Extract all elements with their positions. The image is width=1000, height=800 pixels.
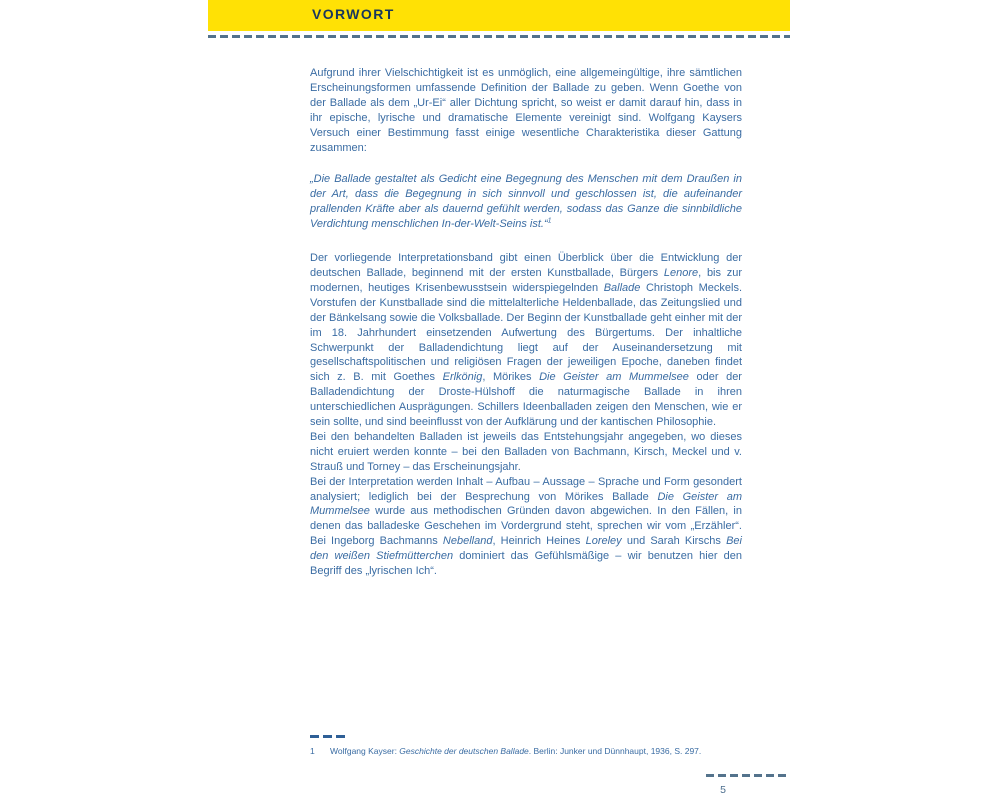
page-title: VORWORT (312, 6, 395, 22)
footer-dashed-rule (706, 774, 788, 777)
header-band (208, 0, 790, 31)
footnote-separator (310, 735, 345, 738)
page-number: 5 (720, 784, 726, 796)
footnote (310, 746, 750, 757)
paragraph: Aufgrund ihrer Vielschichtigkeit ist es unmöglich, eine allgemeingültige, ihre sämtlichen Erscheinungsformen umfassende Definition der Ballade zu geben. Wenn Goethe von der Ballade als dem „Ur-Ei“ aller Dichtung spricht, so weist er damit darauf hin, dass in ihr epische, lyrische und dramatische Elemente vereinigt sind. Wolfgang Kaysers Versuch einer Bestimmung fasst einige wesentliche Charakteristika dieser Gattung zusammen: (310, 67, 742, 154)
paragraph: Bei der Interpretation werden Inhalt – Aufbau – Aussage – Sprache und Form gesondert analysiert; lediglich bei der Besprechung von Mörikes Ballade Die Geister am Mummelsee wurde aus methodischen Gründen davon abgewichen. In den Fällen, in denen das balladeske Geschehen im Vordergrund steht, sprechen wir vom „Erzähler“. Bei Ingeborg Bachmanns Nebelland, Heinrich Heines Loreley und Sarah Kirschs Bei den weißen Stiefmütterchen dominiert das Gefühlsmäßige – wir benutzen hier den Begriff des „lyrischen Ich“. (310, 475, 743, 578)
paragraph: Bei den behandelten Balladen ist jeweils das Entstehungsjahr angegeben, wo dieses nicht eruiert werden konnte – bei den Balladen von Bachmann, Kirsch, Meckel und v. Strauß und Torney – das Erscheinungsjahr. (310, 430, 742, 473)
paragraph: Der vorliegende Interpretationsband gibt einen Überblick über die Entwicklung der deutschen Ballade, beginnend mit der ersten Kunstballade, Bürgers Lenore, bis zur modernen, heutiges Krisenbewusstsein widerspiegelnden Ballade Christoph Meckels. Vorstufen der Kunstballade sind die mittelalterliche Heldenballade, das Zeitungslied und der Bänkelsang sowie die Volksballade. Der Beginn der Kunstballade geht einher mit der im 18. Jahrhundert einsetzenden Aufwertung des Bürgertums. Der inhaltliche Schwerpunkt der Balladendichtung liegt auf der Auseinandersetzung mit gesellschaftspolitischen und religiösen Fragen der jeweiligen Epoche, daneben findet sich z. B. mit Goethes Erlkönig, Mörikes Die Geister am Mummelsee oder der Balladendichtung der Droste-Hülshoff die naturmagische Ballade in ihren unterschiedlichen Ausprägungen. Schillers Ideenballaden zeigen den Menschen, wie er sein sollte, und sind beeinflusst von der Aufklärung und der kantischen Philosophie. (310, 252, 742, 429)
content (310, 66, 742, 579)
footnote-text: Wolfgang Kayser: Geschichte der deutschen Ballade. Berlin: Junker und Dünnhaupt, 1936, S. 297. (330, 746, 702, 756)
quote-paragraph: „Die Ballade gestaltet als Gedicht eine Begegnung des Menschen mit dem Draußen in der Art, dass die Begegnung in sich sinnvoll und geschlossen ist, die aufeinander prallenden Kräfte aber als dauernd gefühlt werden, sodass das Ganze die sinnbildliche Verdichtung menschlichen In-der-Welt-Seins ist.“$^1$ (310, 173, 742, 231)
header-dashed-rule (208, 35, 790, 38)
footnote-number: 1 (310, 746, 315, 756)
